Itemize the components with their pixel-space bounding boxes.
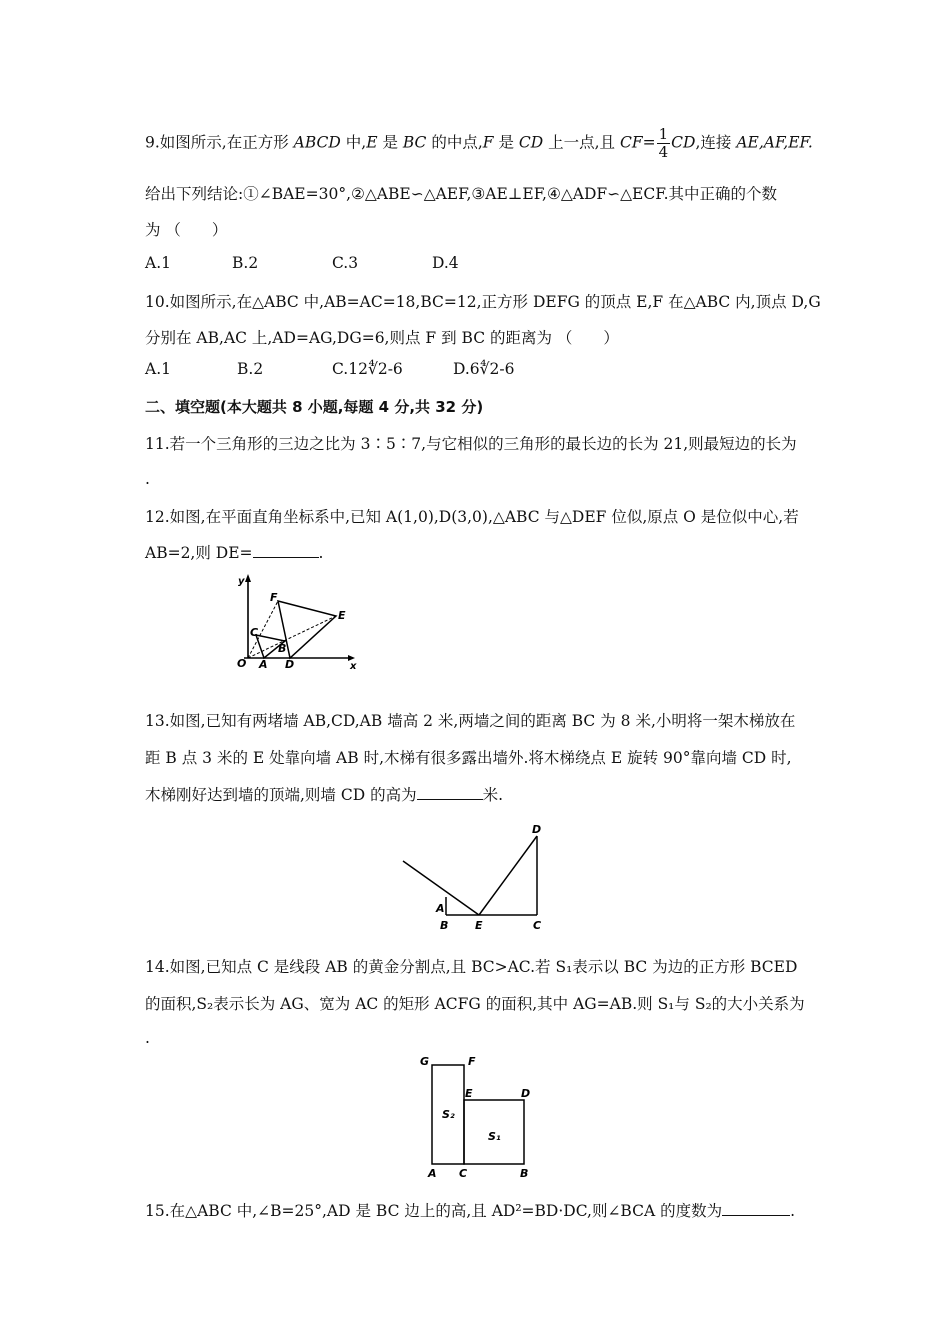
- label-c: C: [250, 626, 259, 639]
- label-a: A: [428, 1167, 437, 1180]
- label-s2: S₂: [442, 1108, 455, 1121]
- label-b: B: [278, 642, 287, 655]
- answer-blank: [722, 1214, 790, 1216]
- label-d: D: [285, 658, 295, 671]
- q9-option-c: C.3: [332, 254, 359, 272]
- label-a: A: [259, 658, 268, 671]
- q11-line1: 11.若一个三角形的三边之比为 3∶5∶7,与它相似的三角形的最长边的长为 21,则最短边的长为: [145, 435, 797, 453]
- q9-option-d: D.4: [432, 254, 459, 272]
- label-x: x: [350, 661, 357, 672]
- q10-option-b: B.2: [237, 360, 264, 378]
- label-b: B: [440, 919, 449, 932]
- y-axis-arrow-icon: [245, 574, 251, 582]
- fraction-one-quarter: $\frac{1}{4}$: [658, 125, 669, 161]
- label-a: A: [436, 902, 445, 915]
- label-e: E: [338, 609, 346, 622]
- label-c: C: [459, 1167, 468, 1180]
- answer-blank: [253, 556, 319, 558]
- q14-line2: 的面积,S₂表示长为 AG、宽为 AC 的矩形 ACFG 的面积,其中 AG=AB.则 S₁与 S₂的大小关系为: [145, 995, 805, 1013]
- q13-line1: 13.如图,已知有两堵墙 AB,CD,AB 墙高 2 米,两墙之间的距离 BC 为 8 米,小明将一架木梯放在: [145, 712, 796, 730]
- label-e: E: [465, 1087, 473, 1100]
- label-y: y: [238, 576, 245, 587]
- label-g: G: [420, 1055, 430, 1068]
- q9-option-a: A.1: [145, 254, 171, 272]
- label-e: E: [475, 919, 483, 932]
- q12-coordinate-figure: [228, 570, 364, 672]
- q12-line2: AB=2,则 DE= .: [145, 544, 324, 562]
- q10-line2: 分别在 AB,AC 上,AD=AG,DG=6,则点 F 到 BC 的距离为 （ ）: [145, 329, 619, 347]
- label-d: D: [521, 1087, 531, 1100]
- q14-line1: 14.如图,已知点 C 是线段 AB 的黄金分割点,且 BC>AC.若 S₁表示以 BC 为边的正方形 BCED: [145, 958, 798, 976]
- q15-line1: 15.在△ABC 中,∠B=25°,AD 是 BC 边上的高,且 AD²=BD·DC,则∠BCA 的度数为 .: [145, 1202, 796, 1220]
- q12-line1: 12.如图,在平面直角坐标系中,已知 A(1,0),D(3,0),△ABC 与△DEF 位似,原点 O 是位似中心,若: [145, 508, 799, 526]
- q14-golden-section-figure: [410, 1050, 540, 1180]
- label-b: B: [520, 1167, 529, 1180]
- label-s1: S₁: [488, 1130, 501, 1143]
- ladder-second-position: [479, 836, 537, 915]
- label-c: C: [533, 919, 542, 932]
- q13-line3: 木梯刚好达到墙的顶端,则墙 CD 的高为 米.: [145, 786, 504, 804]
- q14-line3: .: [145, 1029, 150, 1047]
- q9-option-b: B.2: [232, 254, 259, 272]
- q10-option-d: D.6∜2-6: [453, 360, 515, 378]
- q9-line1: 9.如图所示,在正方形 ABCD 中,E 是 BC 的中点,F 是 CD 上一点,且 CF= $\frac{1}{4}$ CD,连接 AE,AF,EF.: [145, 125, 813, 161]
- q10-option-c: C.12∜2-6: [332, 360, 403, 378]
- q9-line3: 为 （ ）: [145, 221, 228, 239]
- answer-blank: [417, 798, 483, 800]
- label-o: O: [237, 657, 247, 670]
- label-d: D: [532, 823, 542, 836]
- q13-line2: 距 B 点 3 米的 E 处靠向墙 AB 时,木梯有很多露出墙外.将木梯绕点 E 旋转 90°靠向墙 CD 时,: [145, 749, 792, 767]
- q13-ladder-figure: [395, 818, 555, 934]
- label-f: F: [468, 1055, 476, 1068]
- q11-line2: .: [145, 470, 150, 488]
- q9-line2: 给出下列结论:①∠BAE=30°,②△ABE∽△AEF,③AE⊥EF,④△ADF∽△ECF.其中正确的个数: [145, 185, 777, 203]
- q10-line1: 10.如图所示,在△ABC 中,AB=AC=18,BC=12,正方形 DEFG 的顶点 E,F 在△ABC 内,顶点 D,G: [145, 293, 821, 311]
- q10-option-a: A.1: [145, 360, 171, 378]
- label-f: F: [270, 591, 278, 604]
- section-heading-fill-in: 二、填空题(本大题共 8 小题,每题 4 分,共 32 分): [145, 398, 484, 416]
